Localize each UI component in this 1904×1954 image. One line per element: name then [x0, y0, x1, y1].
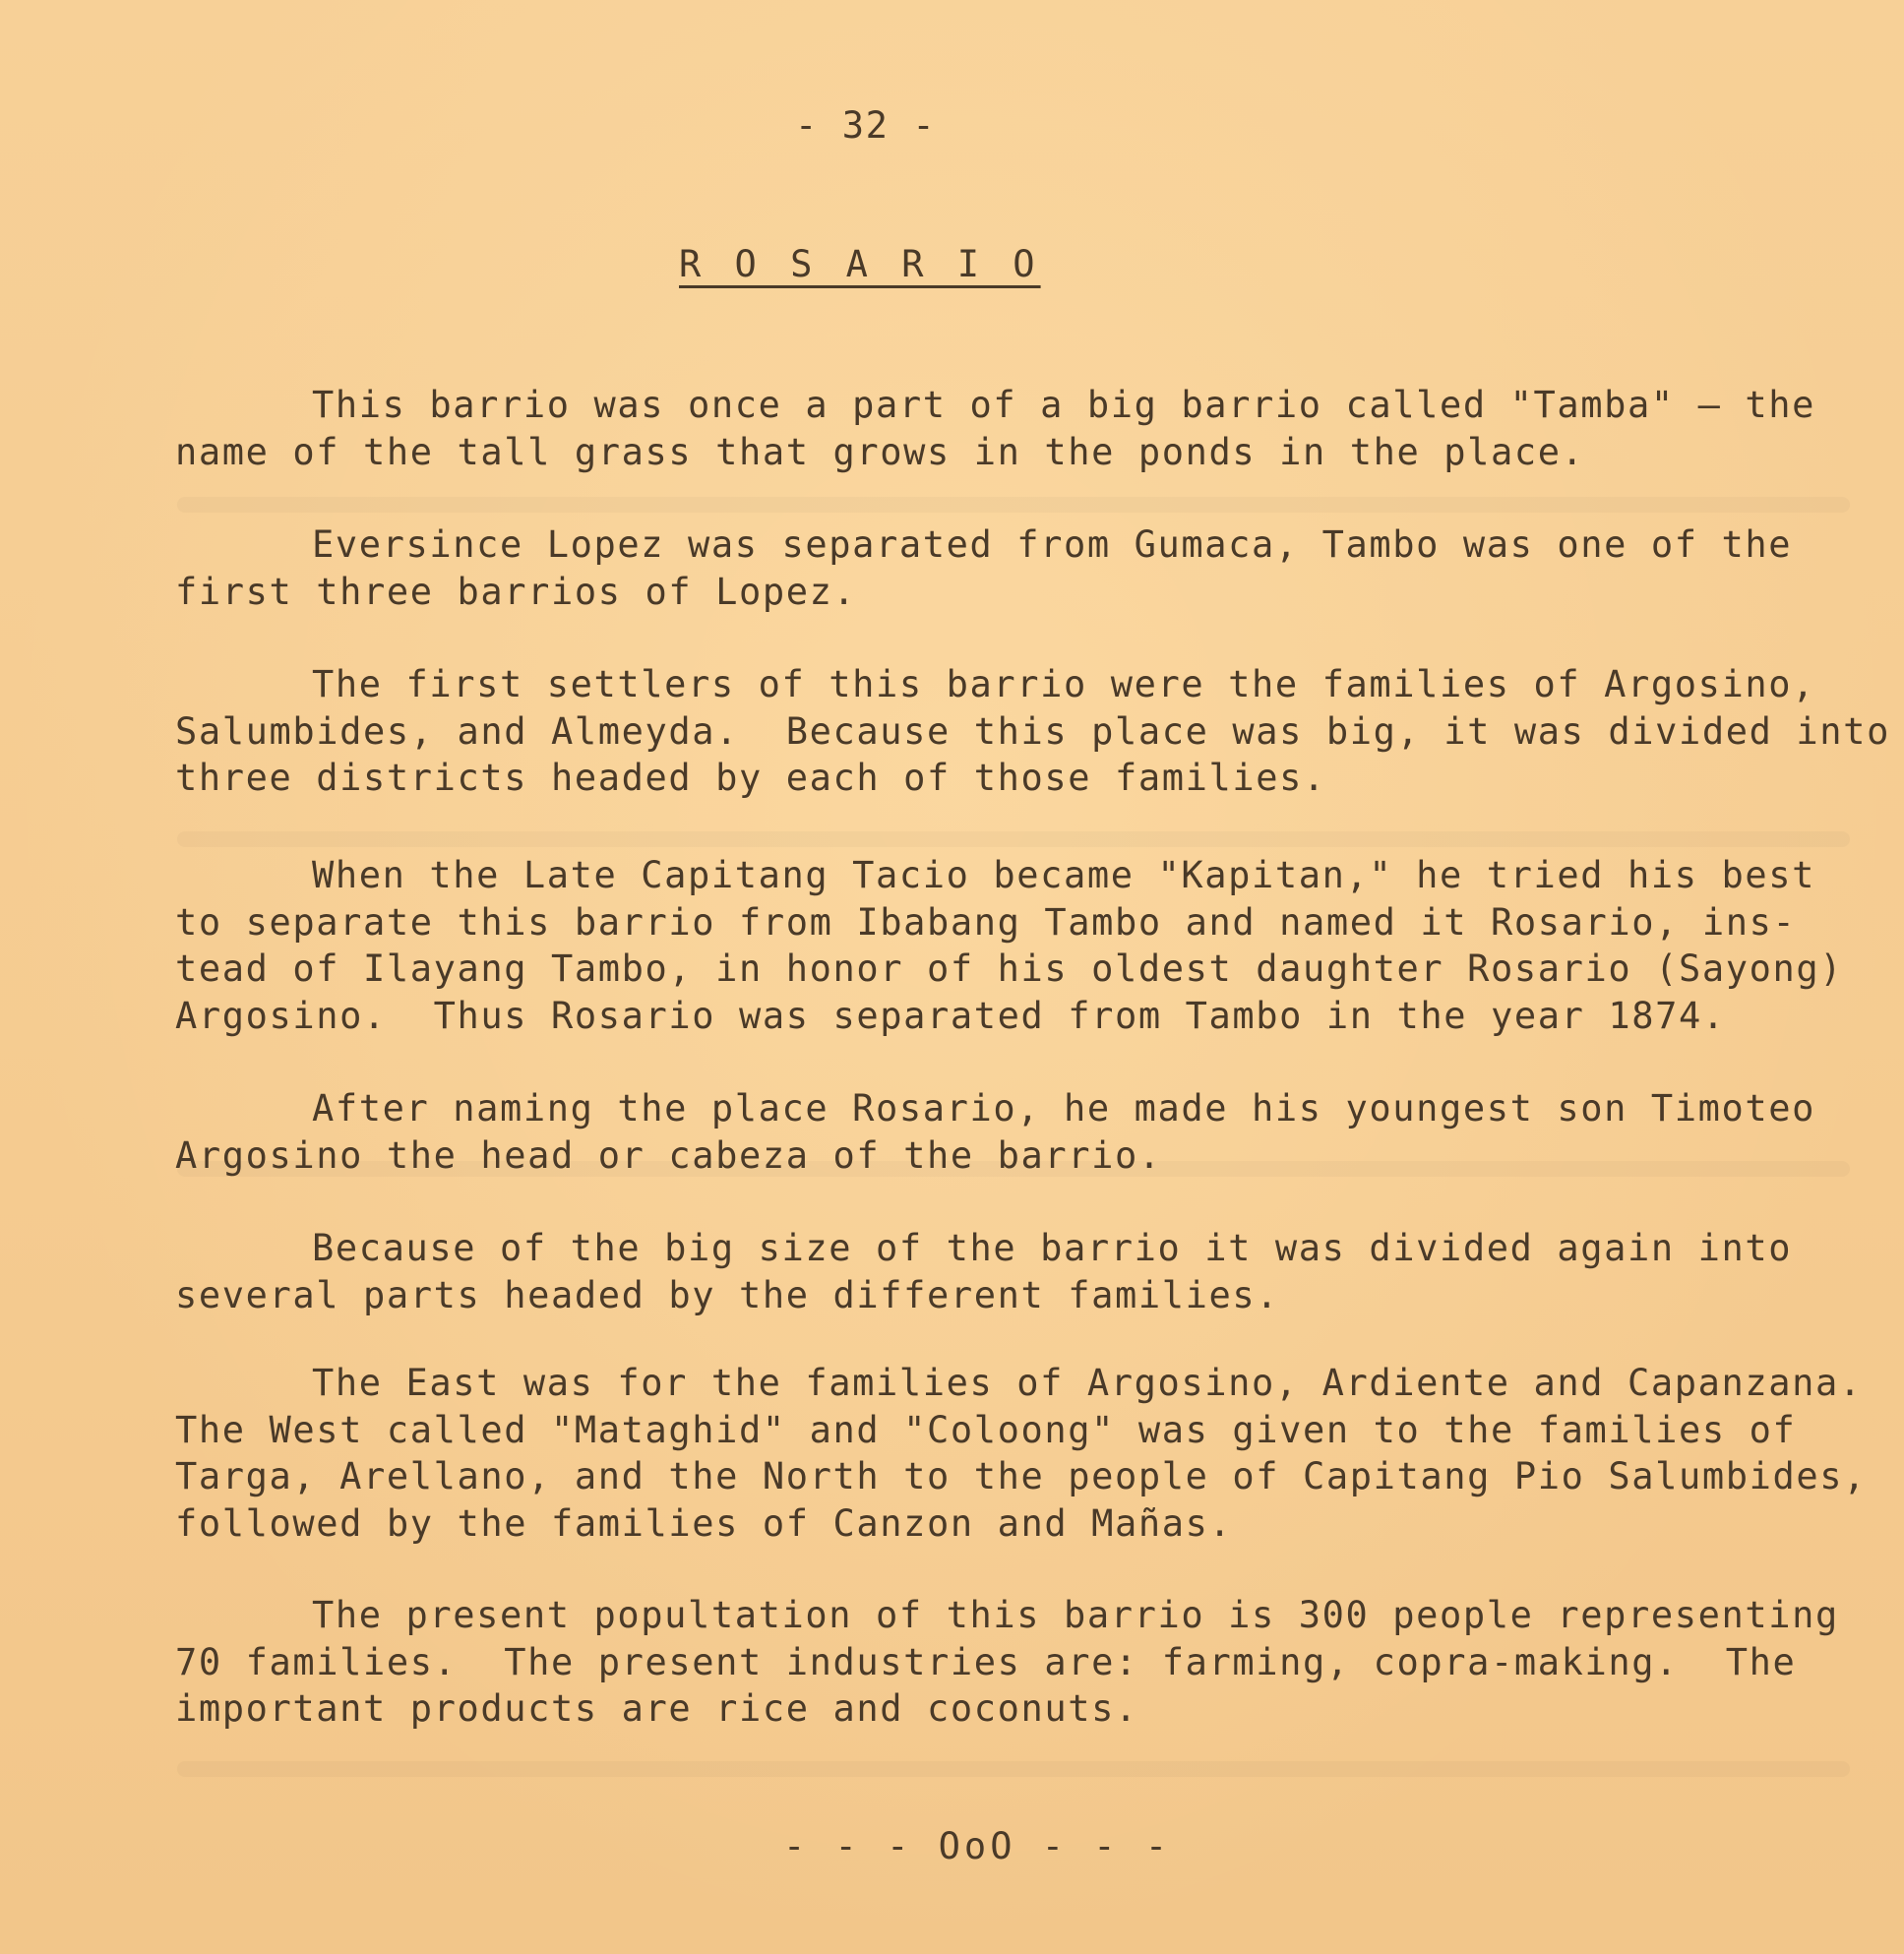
paragraph — [175, 521, 1838, 615]
paragraph-line: important products are rice and coconuts. — [175, 1687, 1138, 1730]
paragraph — [175, 1085, 1838, 1179]
paragraph-line: The first settlers of this barrio were the families of Argosino, — [312, 663, 1816, 705]
paragraph-line: first three barrios of Lopez. — [175, 570, 857, 613]
paragraph-line: Salumbides, and Almeyda. Because this place was big, it was divided into — [175, 709, 1890, 753]
bleed-through-mark — [177, 497, 1850, 513]
paragraph-line: 70 families. The present industries are: farming, copra-making. The — [175, 1640, 1797, 1683]
paragraph — [175, 661, 1890, 802]
paragraph-line: The West called "Mataghid" and "Coloong" was given to the families of — [175, 1408, 1797, 1451]
page-title: R O S A R I O — [679, 243, 1041, 285]
paragraph-line: several parts headed by the different families. — [175, 1273, 1280, 1316]
paragraph-line: to separate this barrio from Ibabang Tambo and named it Rosario, ins- — [175, 900, 1797, 944]
paragraph-line: Argosino. Thus Rosario was separated from Tambo in the year 1874. — [175, 994, 1726, 1037]
bleed-through-mark — [177, 831, 1850, 847]
paragraph-line: Argosino the head or cabeza of the barrio. — [175, 1133, 1162, 1177]
paragraph-line: This barrio was once a part of a big barrio called "Tamba" — the — [312, 384, 1816, 426]
paragraph-line: name of the tall grass that grows in the ponds in the place. — [175, 430, 1585, 473]
paragraph — [175, 1225, 1838, 1318]
bleed-through-mark — [177, 1761, 1850, 1777]
paragraph-line: Targa, Arellano, and the North to the people of Capitang Pio Salumbides, — [175, 1455, 1868, 1497]
paragraph-line: Because of the big size of the barrio it was divided again into — [312, 1227, 1793, 1269]
paragraph — [175, 382, 1838, 475]
paragraph-line: When the Late Capitang Tacio became "Kapitan," he tried his best — [312, 854, 1816, 896]
paragraph-line: After naming the place Rosario, he made his youngest son Timoteo — [312, 1087, 1816, 1130]
paragraph — [175, 1360, 1868, 1547]
paragraph-line: three districts headed by each of those families. — [175, 757, 1326, 799]
paragraph-line: Eversince Lopez was separated from Gumaca, Tambo was one of the — [312, 523, 1793, 566]
paragraph-line: The present popultation of this barrio is 300 people representing — [312, 1594, 1839, 1636]
paragraph-line: tead of Ilayang Tambo, in honor of his oldest daughter Rosario (Sayong) — [175, 947, 1844, 990]
paragraph-line: The East was for the families of Argosino, Ardiente and Capanzana. — [312, 1362, 1863, 1404]
paragraph-line: followed by the families of Canzon and Mañas. — [175, 1501, 1233, 1545]
paragraph — [175, 1592, 1838, 1733]
paragraph — [175, 852, 1844, 1039]
closing-mark: - - - OoO - - - — [783, 1825, 1172, 1867]
page-number: - 32 - — [795, 104, 937, 147]
